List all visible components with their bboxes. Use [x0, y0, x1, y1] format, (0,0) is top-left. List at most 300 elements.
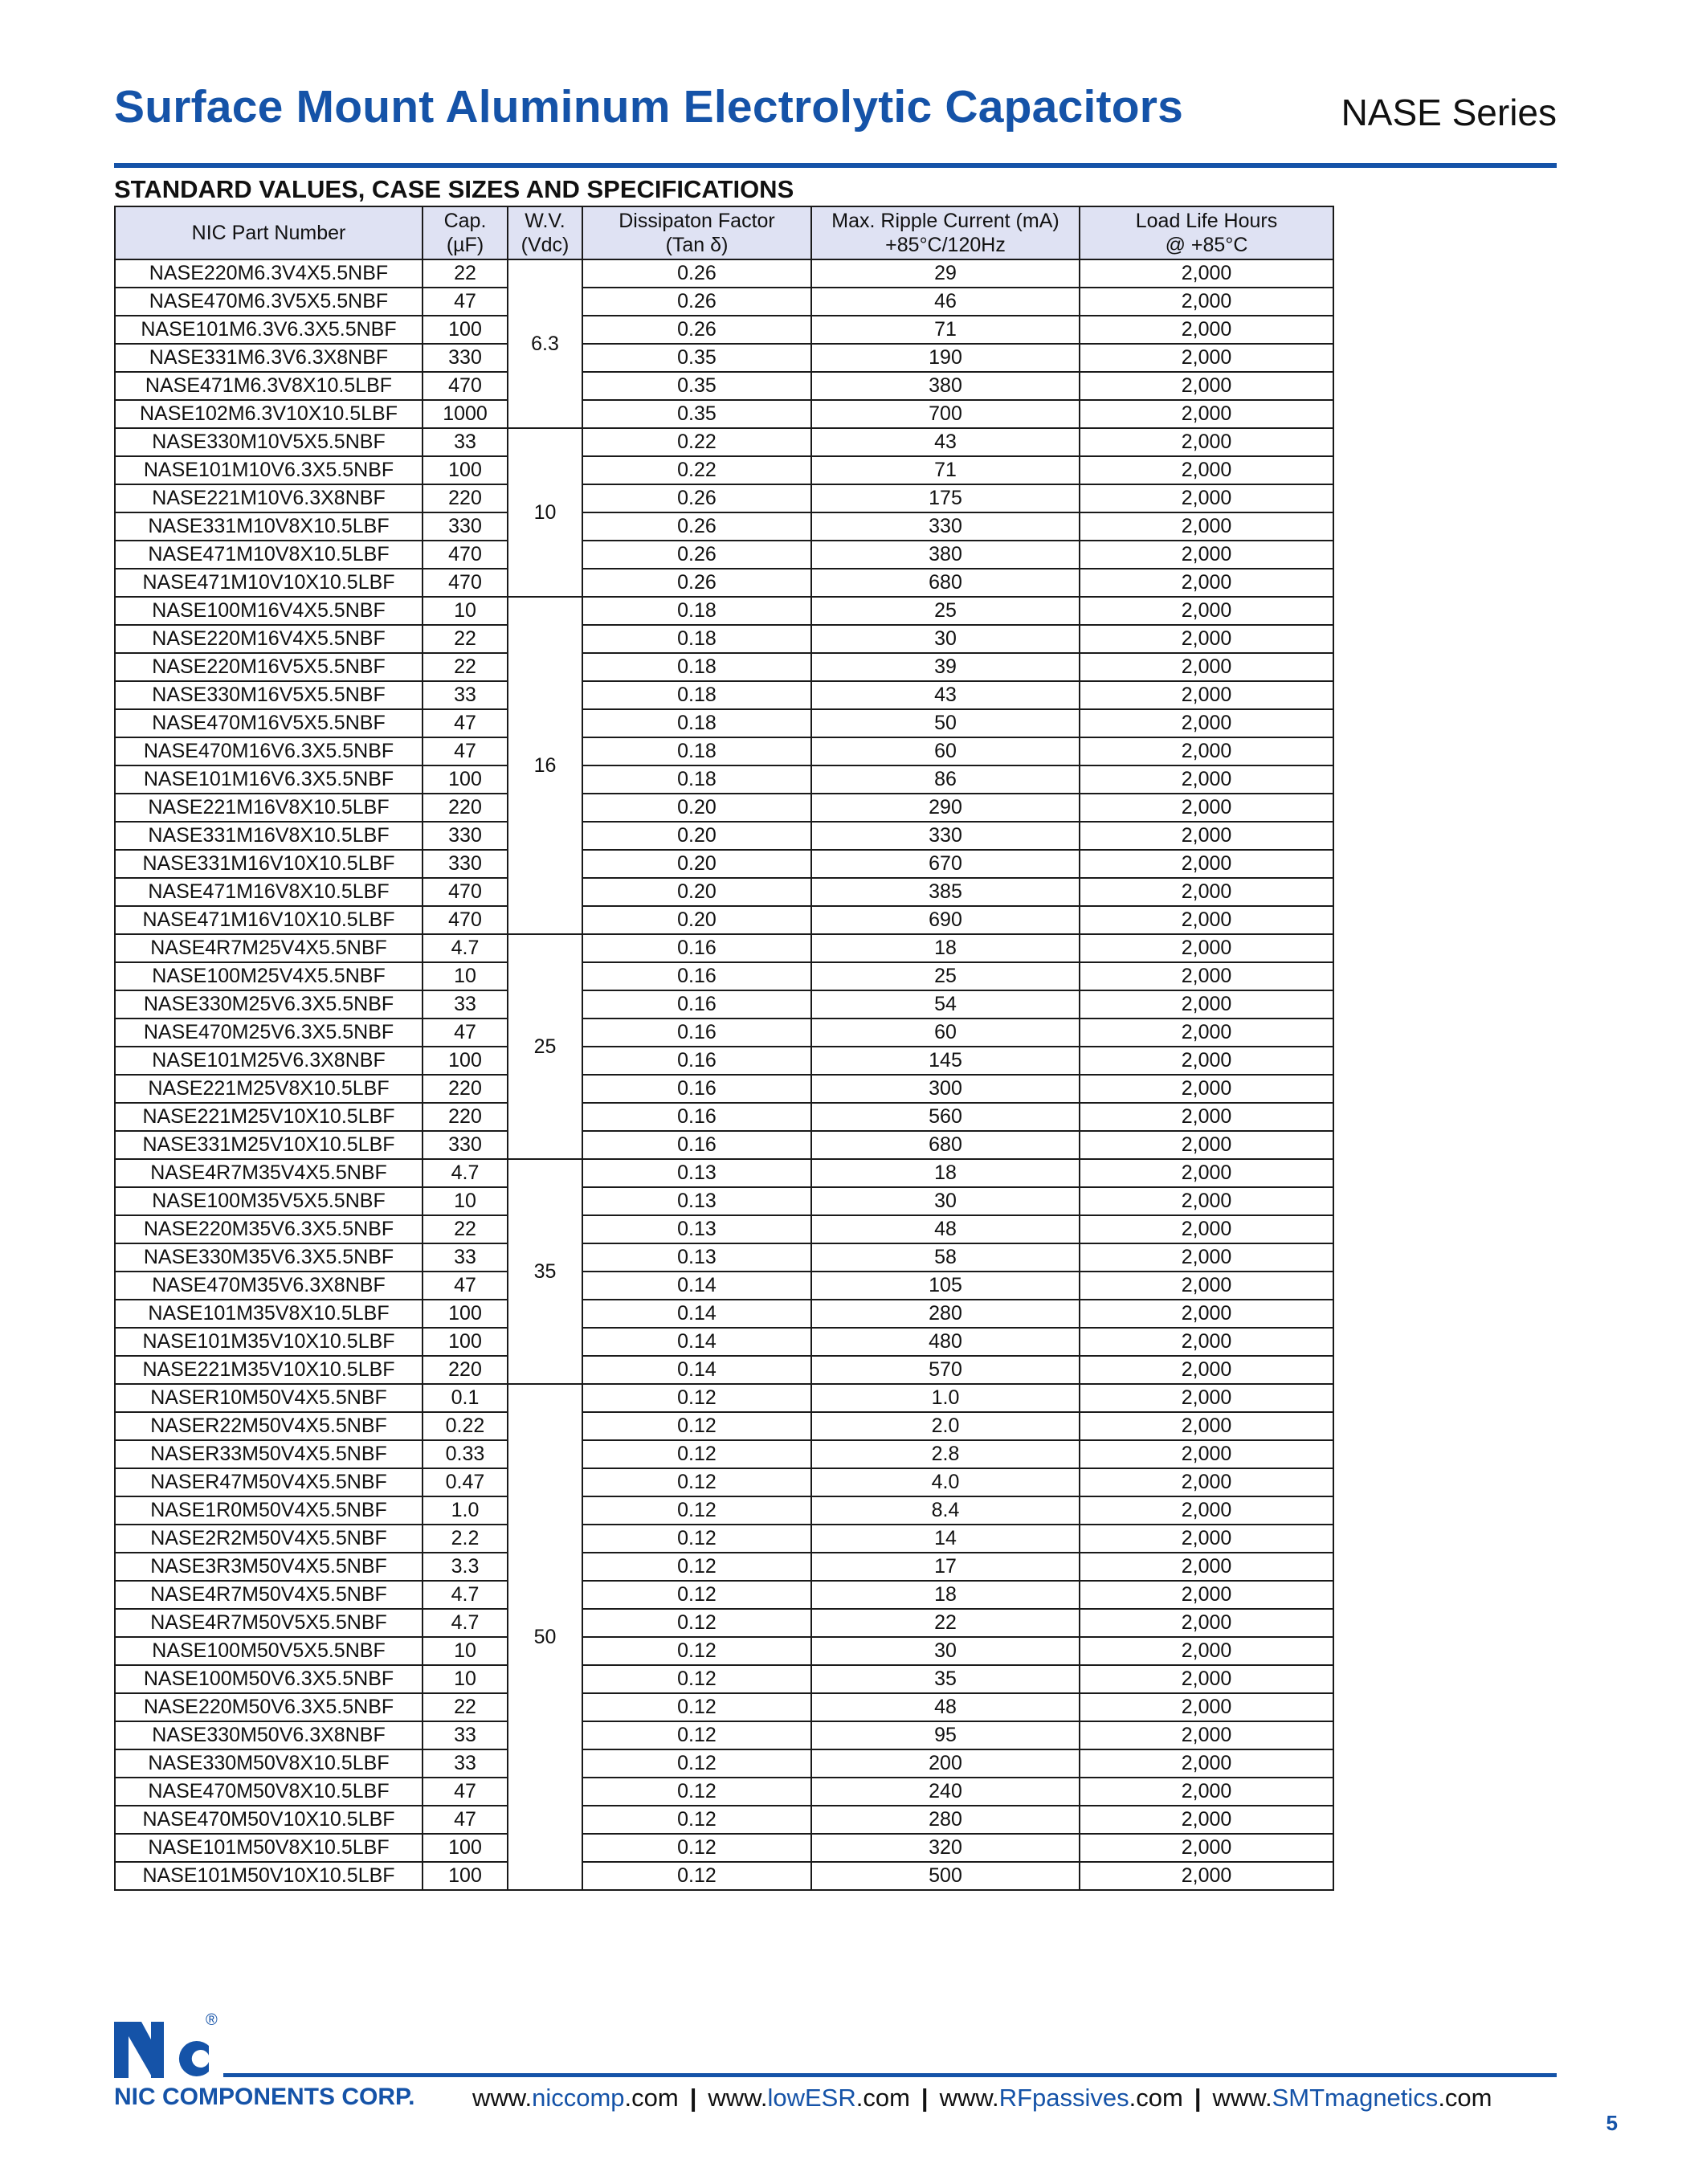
- load-life-cell: 2,000: [1080, 1693, 1333, 1721]
- table-row: [115, 428, 1333, 456]
- capacitance-cell: 1.0: [423, 1496, 508, 1525]
- page-number: 5: [1606, 2111, 1618, 2135]
- table-row: [115, 653, 1333, 681]
- capacitance-cell: 47: [423, 1778, 508, 1806]
- dissipation-factor-cell: 0.12: [582, 1693, 811, 1721]
- part-number-cell: NASE471M10V10X10.5LBF: [115, 569, 423, 597]
- dissipation-factor-cell: 0.35: [582, 344, 811, 372]
- table-row: [115, 1440, 1333, 1468]
- capacitance-cell: 0.1: [423, 1384, 508, 1412]
- capacitance-cell: 47: [423, 737, 508, 765]
- dissipation-factor-cell: 0.22: [582, 456, 811, 484]
- dissipation-factor-cell: 0.18: [582, 737, 811, 765]
- dissipation-factor-cell: 0.12: [582, 1862, 811, 1890]
- part-number-cell: NASE101M35V10X10.5LBF: [115, 1328, 423, 1356]
- table-row: [115, 709, 1333, 737]
- table-row: [115, 1047, 1333, 1075]
- table-row: [115, 1609, 1333, 1637]
- load-life-cell: 2,000: [1080, 484, 1333, 512]
- capacitance-cell: 100: [423, 1047, 508, 1075]
- capacitance-cell: 330: [423, 850, 508, 878]
- capacitance-cell: 100: [423, 316, 508, 344]
- dissipation-factor-cell: 0.26: [582, 541, 811, 569]
- capacitance-cell: 100: [423, 1834, 508, 1862]
- part-number-cell: NASE101M50V8X10.5LBF: [115, 1834, 423, 1862]
- dissipation-factor-cell: 0.13: [582, 1243, 811, 1272]
- dissipation-factor-cell: 0.18: [582, 709, 811, 737]
- ripple-current-cell: 680: [811, 1131, 1080, 1159]
- dissipation-factor-cell: 0.13: [582, 1187, 811, 1215]
- part-number-cell: NASE101M25V6.3X8NBF: [115, 1047, 423, 1075]
- part-number-cell: NASE470M25V6.3X5.5NBF: [115, 1019, 423, 1047]
- table-row: [115, 1215, 1333, 1243]
- capacitance-cell: 47: [423, 709, 508, 737]
- link-smtmagnetics[interactable]: www.SMTmagnetics.com: [1212, 2084, 1492, 2112]
- load-life-cell: 2,000: [1080, 794, 1333, 822]
- dissipation-factor-cell: 0.16: [582, 1103, 811, 1131]
- dissipation-factor-cell: 0.12: [582, 1525, 811, 1553]
- capacitance-cell: 330: [423, 1131, 508, 1159]
- capacitance-cell: 220: [423, 1103, 508, 1131]
- working-voltage-cell: 25: [508, 934, 582, 1159]
- capacitance-cell: 47: [423, 1272, 508, 1300]
- load-life-cell: 2,000: [1080, 1637, 1333, 1665]
- table-row: [115, 1384, 1333, 1412]
- dissipation-factor-cell: 0.26: [582, 316, 811, 344]
- dissipation-factor-cell: 0.12: [582, 1665, 811, 1693]
- dissipation-factor-cell: 0.12: [582, 1749, 811, 1778]
- dissipation-factor-cell: 0.20: [582, 822, 811, 850]
- load-life-cell: 2,000: [1080, 316, 1333, 344]
- capacitance-cell: 0.47: [423, 1468, 508, 1496]
- dissipation-factor-cell: 0.12: [582, 1384, 811, 1412]
- part-number-cell: NASE100M35V5X5.5NBF: [115, 1187, 423, 1215]
- dissipation-factor-cell: 0.16: [582, 1131, 811, 1159]
- table-row: [115, 569, 1333, 597]
- part-number-cell: NASE221M16V8X10.5LBF: [115, 794, 423, 822]
- load-life-cell: 2,000: [1080, 737, 1333, 765]
- part-number-cell: NASE470M35V6.3X8NBF: [115, 1272, 423, 1300]
- load-life-cell: 2,000: [1080, 1243, 1333, 1272]
- part-number-cell: NASE220M35V6.3X5.5NBF: [115, 1215, 423, 1243]
- load-life-cell: 2,000: [1080, 428, 1333, 456]
- dissipation-factor-cell: 0.12: [582, 1609, 811, 1637]
- table-row: [115, 1019, 1333, 1047]
- part-number-cell: NASE4R7M50V4X5.5NBF: [115, 1581, 423, 1609]
- load-life-cell: 2,000: [1080, 1862, 1333, 1890]
- table-row: [115, 456, 1333, 484]
- load-life-cell: 2,000: [1080, 962, 1333, 990]
- part-number-cell: NASER10M50V4X5.5NBF: [115, 1384, 423, 1412]
- dissipation-factor-cell: 0.13: [582, 1215, 811, 1243]
- ripple-current-cell: 240: [811, 1778, 1080, 1806]
- link-rfpassives[interactable]: www.RFpassives.com: [939, 2084, 1183, 2112]
- load-life-cell: 2,000: [1080, 1075, 1333, 1103]
- working-voltage-cell: 6.3: [508, 259, 582, 428]
- ripple-current-cell: 17: [811, 1553, 1080, 1581]
- load-life-cell: 2,000: [1080, 681, 1333, 709]
- table-row: [115, 316, 1333, 344]
- capacitance-cell: 1000: [423, 400, 508, 428]
- table-row: [115, 1243, 1333, 1272]
- table-row: [115, 400, 1333, 428]
- capacitance-cell: 33: [423, 1721, 508, 1749]
- table-row: [115, 344, 1333, 372]
- header-working-voltage: W.V. (Vdc): [508, 206, 582, 259]
- dissipation-factor-cell: 0.13: [582, 1159, 811, 1187]
- table-row: [115, 1496, 1333, 1525]
- table-row: [115, 1834, 1333, 1862]
- table-row: [115, 878, 1333, 906]
- load-life-cell: 2,000: [1080, 456, 1333, 484]
- registered-mark: ®: [206, 2012, 218, 2029]
- link-separator: |: [921, 2084, 929, 2112]
- part-number-cell: NASE471M6.3V8X10.5LBF: [115, 372, 423, 400]
- dissipation-factor-cell: 0.14: [582, 1328, 811, 1356]
- header-part-number: NIC Part Number: [115, 206, 423, 259]
- table-row: [115, 541, 1333, 569]
- dissipation-factor-cell: 0.16: [582, 1019, 811, 1047]
- dissipation-factor-cell: 0.12: [582, 1468, 811, 1496]
- ripple-current-cell: 30: [811, 625, 1080, 653]
- section-title: STANDARD VALUES, CASE SIZES AND SPECIFICATIONS: [114, 175, 794, 203]
- load-life-cell: 2,000: [1080, 1103, 1333, 1131]
- capacitance-cell: 470: [423, 569, 508, 597]
- ripple-current-cell: 2.8: [811, 1440, 1080, 1468]
- ripple-current-cell: 48: [811, 1215, 1080, 1243]
- capacitance-cell: 220: [423, 794, 508, 822]
- load-life-cell: 2,000: [1080, 1553, 1333, 1581]
- table-row: [115, 1553, 1333, 1581]
- capacitance-cell: 3.3: [423, 1553, 508, 1581]
- part-number-cell: NASE330M50V6.3X8NBF: [115, 1721, 423, 1749]
- dissipation-factor-cell: 0.20: [582, 794, 811, 822]
- ripple-current-cell: 25: [811, 597, 1080, 625]
- load-life-cell: 2,000: [1080, 765, 1333, 794]
- dissipation-factor-cell: 0.12: [582, 1834, 811, 1862]
- capacitance-cell: 2.2: [423, 1525, 508, 1553]
- capacitance-cell: 470: [423, 906, 508, 934]
- ripple-current-cell: 480: [811, 1328, 1080, 1356]
- page-title: Surface Mount Aluminum Electrolytic Capacitors: [114, 81, 1183, 133]
- part-number-cell: NASE470M16V5X5.5NBF: [115, 709, 423, 737]
- capacitance-cell: 33: [423, 1243, 508, 1272]
- dissipation-factor-cell: 0.26: [582, 484, 811, 512]
- load-life-cell: 2,000: [1080, 906, 1333, 934]
- ripple-current-cell: 700: [811, 400, 1080, 428]
- capacitance-cell: 330: [423, 344, 508, 372]
- table-row: [115, 906, 1333, 934]
- part-number-cell: NASE330M50V8X10.5LBF: [115, 1749, 423, 1778]
- table-row: [115, 934, 1333, 962]
- table-row: [115, 1187, 1333, 1215]
- capacitance-cell: 10: [423, 597, 508, 625]
- header-load-life: Load Life Hours @ +85°C: [1080, 206, 1333, 259]
- part-number-cell: NASE470M16V6.3X5.5NBF: [115, 737, 423, 765]
- dissipation-factor-cell: 0.18: [582, 625, 811, 653]
- load-life-cell: 2,000: [1080, 1749, 1333, 1778]
- ripple-current-cell: 280: [811, 1806, 1080, 1834]
- ripple-current-cell: 670: [811, 850, 1080, 878]
- ripple-current-cell: 175: [811, 484, 1080, 512]
- ripple-current-cell: 4.0: [811, 1468, 1080, 1496]
- link-lowesr[interactable]: www.lowESR.com: [708, 2084, 910, 2112]
- capacitance-cell: 33: [423, 1749, 508, 1778]
- ripple-current-cell: 18: [811, 1159, 1080, 1187]
- load-life-cell: 2,000: [1080, 1272, 1333, 1300]
- part-number-cell: NASE101M16V6.3X5.5NBF: [115, 765, 423, 794]
- capacitance-cell: 47: [423, 1806, 508, 1834]
- ripple-current-cell: 25: [811, 962, 1080, 990]
- load-life-cell: 2,000: [1080, 934, 1333, 962]
- table-row: [115, 1159, 1333, 1187]
- ripple-current-cell: 18: [811, 1581, 1080, 1609]
- table-row: [115, 1693, 1333, 1721]
- table-row: [115, 737, 1333, 765]
- dissipation-factor-cell: 0.26: [582, 259, 811, 288]
- load-life-cell: 2,000: [1080, 541, 1333, 569]
- dissipation-factor-cell: 0.12: [582, 1440, 811, 1468]
- dissipation-factor-cell: 0.16: [582, 962, 811, 990]
- table-row: [115, 259, 1333, 288]
- part-number-cell: NASE4R7M50V5X5.5NBF: [115, 1609, 423, 1637]
- ripple-current-cell: 380: [811, 372, 1080, 400]
- capacitance-cell: 22: [423, 259, 508, 288]
- part-number-cell: NASE470M6.3V5X5.5NBF: [115, 288, 423, 316]
- header-capacitance: Cap. (µF): [423, 206, 508, 259]
- ripple-current-cell: 22: [811, 1609, 1080, 1637]
- ripple-current-cell: 95: [811, 1721, 1080, 1749]
- load-life-cell: 2,000: [1080, 1187, 1333, 1215]
- load-life-cell: 2,000: [1080, 1525, 1333, 1553]
- link-niccomp[interactable]: www.niccomp.com: [472, 2084, 679, 2112]
- ripple-current-cell: 680: [811, 569, 1080, 597]
- table-row: [115, 625, 1333, 653]
- dissipation-factor-cell: 0.20: [582, 878, 811, 906]
- table-row: [115, 1103, 1333, 1131]
- part-number-cell: NASE331M16V8X10.5LBF: [115, 822, 423, 850]
- load-life-cell: 2,000: [1080, 259, 1333, 288]
- ripple-current-cell: 48: [811, 1693, 1080, 1721]
- load-life-cell: 2,000: [1080, 597, 1333, 625]
- dissipation-factor-cell: 0.14: [582, 1300, 811, 1328]
- ripple-current-cell: 385: [811, 878, 1080, 906]
- ripple-current-cell: 54: [811, 990, 1080, 1019]
- footer-divider: [223, 2073, 1557, 2077]
- load-life-cell: 2,000: [1080, 1131, 1333, 1159]
- part-number-cell: NASE221M35V10X10.5LBF: [115, 1356, 423, 1384]
- load-life-cell: 2,000: [1080, 288, 1333, 316]
- part-number-cell: NASE221M25V10X10.5LBF: [115, 1103, 423, 1131]
- part-number-cell: NASE331M25V10X10.5LBF: [115, 1131, 423, 1159]
- load-life-cell: 2,000: [1080, 1496, 1333, 1525]
- working-voltage-cell: 16: [508, 597, 582, 934]
- dissipation-factor-cell: 0.12: [582, 1778, 811, 1806]
- ripple-current-cell: 14: [811, 1525, 1080, 1553]
- ripple-current-cell: 105: [811, 1272, 1080, 1300]
- ripple-current-cell: 500: [811, 1862, 1080, 1890]
- part-number-cell: NASE101M6.3V6.3X5.5NBF: [115, 316, 423, 344]
- part-number-cell: NASE330M10V5X5.5NBF: [115, 428, 423, 456]
- ripple-current-cell: 30: [811, 1187, 1080, 1215]
- part-number-cell: NASE4R7M25V4X5.5NBF: [115, 934, 423, 962]
- part-number-cell: NASE220M16V4X5.5NBF: [115, 625, 423, 653]
- load-life-cell: 2,000: [1080, 1581, 1333, 1609]
- capacitance-cell: 33: [423, 990, 508, 1019]
- part-number-cell: NASE471M16V8X10.5LBF: [115, 878, 423, 906]
- capacitance-cell: 100: [423, 1300, 508, 1328]
- table-row: [115, 1131, 1333, 1159]
- capacitance-cell: 10: [423, 962, 508, 990]
- table-row: [115, 822, 1333, 850]
- header-dissipation-factor: Dissipaton Factor (Tan δ): [582, 206, 811, 259]
- ripple-current-cell: 86: [811, 765, 1080, 794]
- load-life-cell: 2,000: [1080, 1356, 1333, 1384]
- load-life-cell: 2,000: [1080, 1412, 1333, 1440]
- part-number-cell: NASE101M10V6.3X5.5NBF: [115, 456, 423, 484]
- ripple-current-cell: 8.4: [811, 1496, 1080, 1525]
- load-life-cell: 2,000: [1080, 372, 1333, 400]
- table-header-row: [115, 206, 1333, 259]
- capacitance-cell: 0.33: [423, 1440, 508, 1468]
- capacitance-cell: 470: [423, 372, 508, 400]
- ripple-current-cell: 50: [811, 709, 1080, 737]
- link-separator: |: [1194, 2084, 1202, 2112]
- load-life-cell: 2,000: [1080, 653, 1333, 681]
- footer-links: [472, 2084, 1492, 2113]
- ripple-current-cell: 570: [811, 1356, 1080, 1384]
- dissipation-factor-cell: 0.14: [582, 1356, 811, 1384]
- ripple-current-cell: 330: [811, 822, 1080, 850]
- part-number-cell: NASE471M16V10X10.5LBF: [115, 906, 423, 934]
- table-row: [115, 484, 1333, 512]
- dissipation-factor-cell: 0.12: [582, 1637, 811, 1665]
- capacitance-cell: 220: [423, 1075, 508, 1103]
- capacitance-cell: 22: [423, 1215, 508, 1243]
- load-life-cell: 2,000: [1080, 625, 1333, 653]
- nic-logo: [114, 2012, 220, 2078]
- part-number-cell: NASE470M50V8X10.5LBF: [115, 1778, 423, 1806]
- load-life-cell: 2,000: [1080, 1328, 1333, 1356]
- table-body: [115, 259, 1333, 1890]
- capacitance-cell: 33: [423, 681, 508, 709]
- ripple-current-cell: 200: [811, 1749, 1080, 1778]
- part-number-cell: NASE4R7M35V4X5.5NBF: [115, 1159, 423, 1187]
- series-name: NASE Series: [1341, 92, 1557, 133]
- dissipation-factor-cell: 0.12: [582, 1806, 811, 1834]
- table-row: [115, 1328, 1333, 1356]
- part-number-cell: NASE100M16V4X5.5NBF: [115, 597, 423, 625]
- dissipation-factor-cell: 0.12: [582, 1412, 811, 1440]
- load-life-cell: 2,000: [1080, 1806, 1333, 1834]
- load-life-cell: 2,000: [1080, 1300, 1333, 1328]
- load-life-cell: 2,000: [1080, 1665, 1333, 1693]
- ripple-current-cell: 43: [811, 681, 1080, 709]
- capacitance-cell: 22: [423, 625, 508, 653]
- capacitance-cell: 22: [423, 1693, 508, 1721]
- part-number-cell: NASE2R2M50V4X5.5NBF: [115, 1525, 423, 1553]
- part-number-cell: NASE331M6.3V6.3X8NBF: [115, 344, 423, 372]
- ripple-current-cell: 39: [811, 653, 1080, 681]
- dissipation-factor-cell: 0.20: [582, 906, 811, 934]
- dissipation-factor-cell: 0.26: [582, 569, 811, 597]
- dissipation-factor-cell: 0.16: [582, 1047, 811, 1075]
- table-row: [115, 1581, 1333, 1609]
- load-life-cell: 2,000: [1080, 990, 1333, 1019]
- capacitance-cell: 100: [423, 1328, 508, 1356]
- load-life-cell: 2,000: [1080, 400, 1333, 428]
- dissipation-factor-cell: 0.18: [582, 653, 811, 681]
- dissipation-factor-cell: 0.12: [582, 1581, 811, 1609]
- capacitance-cell: 47: [423, 288, 508, 316]
- ripple-current-cell: 71: [811, 316, 1080, 344]
- part-number-cell: NASE330M35V6.3X5.5NBF: [115, 1243, 423, 1272]
- dissipation-factor-cell: 0.16: [582, 990, 811, 1019]
- ripple-current-cell: 30: [811, 1637, 1080, 1665]
- ripple-current-cell: 1.0: [811, 1384, 1080, 1412]
- load-life-cell: 2,000: [1080, 1019, 1333, 1047]
- table-row: [115, 1637, 1333, 1665]
- dissipation-factor-cell: 0.12: [582, 1553, 811, 1581]
- table-row: [115, 1356, 1333, 1384]
- part-number-cell: NASE331M10V8X10.5LBF: [115, 512, 423, 541]
- table-row: [115, 1721, 1333, 1749]
- capacitance-cell: 22: [423, 653, 508, 681]
- capacitance-cell: 470: [423, 541, 508, 569]
- load-life-cell: 2,000: [1080, 709, 1333, 737]
- table-row: [115, 1862, 1333, 1890]
- capacitance-cell: 4.7: [423, 934, 508, 962]
- table-row: [115, 794, 1333, 822]
- part-number-cell: NASE3R3M50V4X5.5NBF: [115, 1553, 423, 1581]
- dissipation-factor-cell: 0.16: [582, 1075, 811, 1103]
- dissipation-factor-cell: 0.12: [582, 1721, 811, 1749]
- load-life-cell: 2,000: [1080, 1440, 1333, 1468]
- part-number-cell: NASER33M50V4X5.5NBF: [115, 1440, 423, 1468]
- load-life-cell: 2,000: [1080, 850, 1333, 878]
- dissipation-factor-cell: 0.20: [582, 850, 811, 878]
- ripple-current-cell: 280: [811, 1300, 1080, 1328]
- table-row: [115, 1075, 1333, 1103]
- load-life-cell: 2,000: [1080, 1834, 1333, 1862]
- table-row: [115, 1665, 1333, 1693]
- capacitance-cell: 0.22: [423, 1412, 508, 1440]
- load-life-cell: 2,000: [1080, 1047, 1333, 1075]
- table-row: [115, 1525, 1333, 1553]
- part-number-cell: NASE220M16V5X5.5NBF: [115, 653, 423, 681]
- dissipation-factor-cell: 0.18: [582, 597, 811, 625]
- part-number-cell: NASE101M35V8X10.5LBF: [115, 1300, 423, 1328]
- part-number-cell: NASER47M50V4X5.5NBF: [115, 1468, 423, 1496]
- ripple-current-cell: 300: [811, 1075, 1080, 1103]
- ripple-current-cell: 380: [811, 541, 1080, 569]
- dissipation-factor-cell: 0.26: [582, 512, 811, 541]
- table-row: [115, 1300, 1333, 1328]
- ripple-current-cell: 145: [811, 1047, 1080, 1075]
- load-life-cell: 2,000: [1080, 1215, 1333, 1243]
- link-separator: |: [689, 2084, 697, 2112]
- ripple-current-cell: 290: [811, 794, 1080, 822]
- table-row: [115, 962, 1333, 990]
- ripple-current-cell: 60: [811, 1019, 1080, 1047]
- capacitance-cell: 100: [423, 1862, 508, 1890]
- dissipation-factor-cell: 0.35: [582, 372, 811, 400]
- table-row: [115, 1412, 1333, 1440]
- capacitance-cell: 10: [423, 1665, 508, 1693]
- part-number-cell: NASER22M50V4X5.5NBF: [115, 1412, 423, 1440]
- working-voltage-cell: 35: [508, 1159, 582, 1384]
- ripple-current-cell: 18: [811, 934, 1080, 962]
